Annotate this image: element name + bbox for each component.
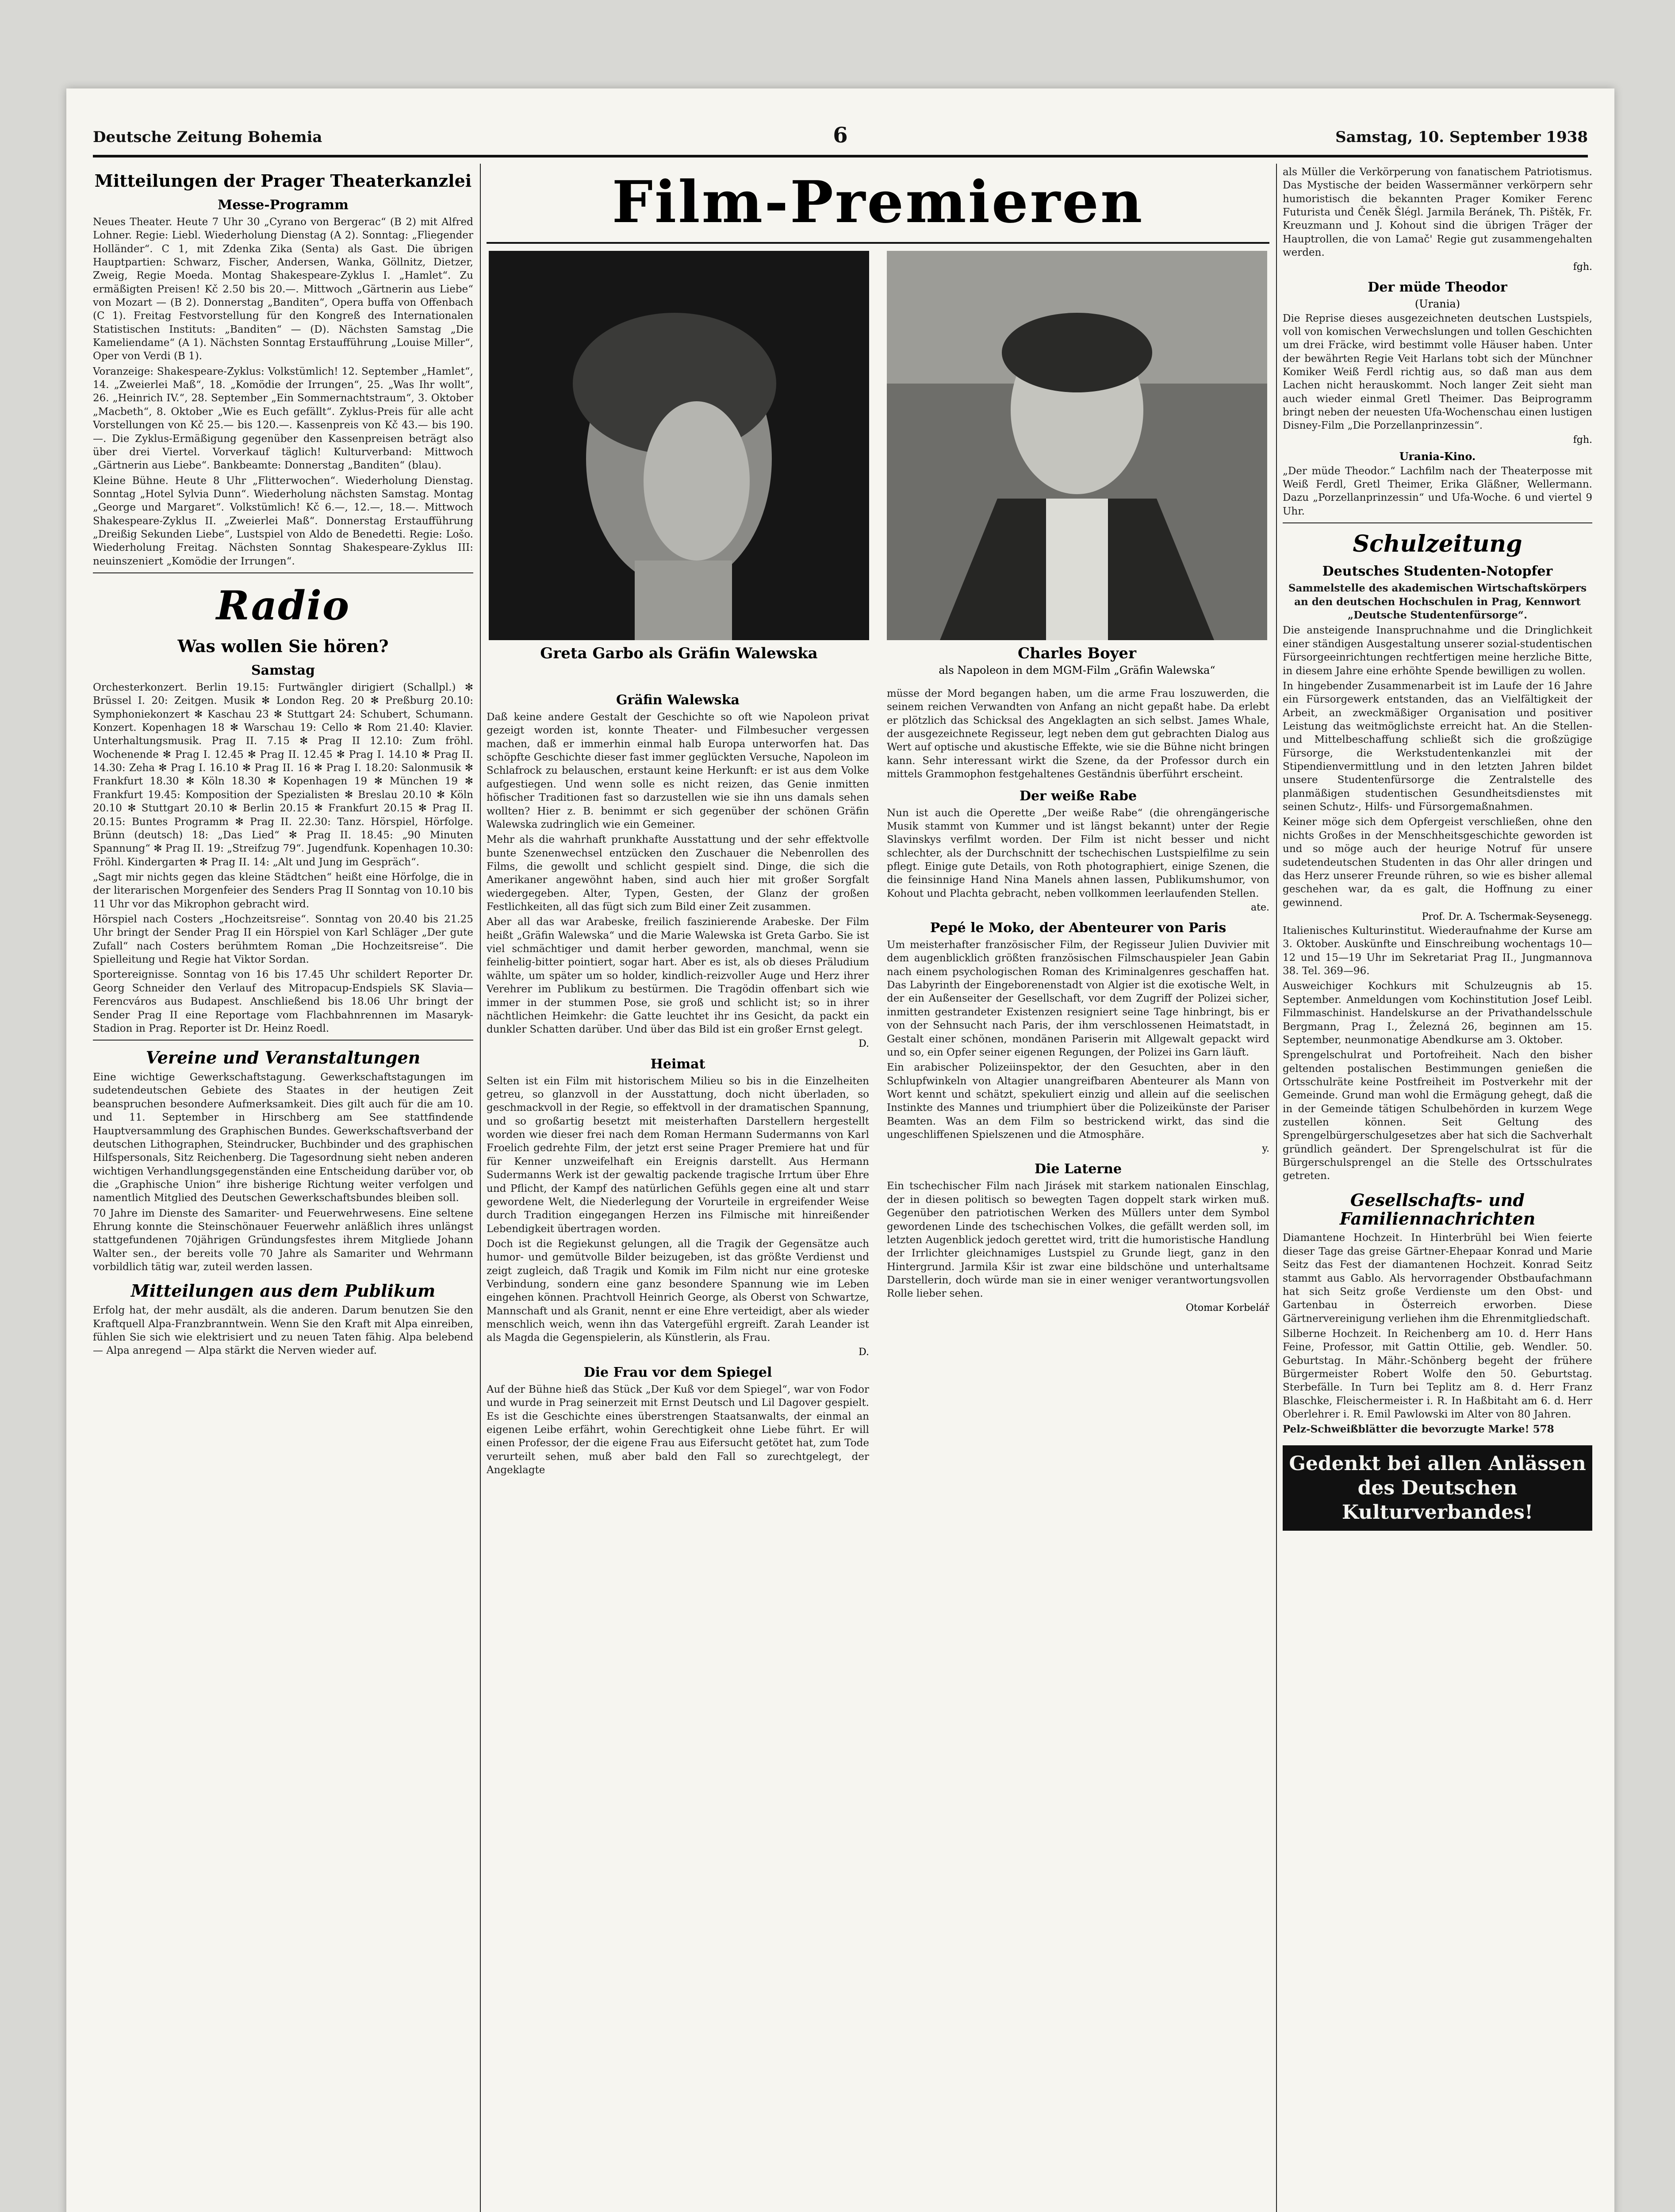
moko-text: Um meisterhafter französischer Film, der Regisseur Julien Duvivier mit dem augenblicklich größten französischen Filmschauspieler Jean Gabin nach einem psychologischen Roman des Kriminalgenres geschaffen hat. Das Labyrinth der Eingeborenenstadt von Algier ist die exotische Welt, in der ein Außenseiter der Gesellschaft, vor dem Zugriff der Polizei sicher, inmitten gestrandeter Existenzen resigniert seine Tage hinbringt, bis er von der Sehnsucht nach Paris, der ihm verschlossenen Heimatstadt, in Gestalt einer schönen, mondänen Pariserin mit Allgewalt gepackt wird und so, ein Opfer seiner eigenen Regungen, der Polizei ins Garn läuft. <box>887 939 1269 1058</box>
radio-day: Samstag <box>251 662 315 678</box>
vereine-heading: Vereine und Veranstaltungen <box>146 1048 421 1068</box>
photo-boyer <box>887 251 1267 676</box>
review-column-b <box>887 685 1269 1479</box>
heimat-text: Doch ist die Regiekunst gelungen, all die Tragik der Gegensätze auch humor- und gemütvolle Bilder beizugeben, ist das größte Verdienst und zeigt zugleich, daß Tragik und Komik im Film nicht nur eine groteske Verbindung, sondern eine ganz besondere Spannung wie im Leben eingehen können. Prachtvoll Heinrich George, als Oberst von Schwartze, Mannschaft und als Granit, nennt er eine Ehre verteidigt, aber als wieder menschlich weich, wenn ihn das Vatergefühl ergreift. Zarah Leander ist als Magda die Gegenspielerin, als Künstlerin, als Frau. <box>487 1238 869 1344</box>
moko-signature: y. <box>1262 1143 1269 1155</box>
radio-text: Orchesterkonzert. Berlin 19.15: Furtwängler dirigiert (Schallpl.) ✻ Brüssel I. 20: Zeitgen. Musik ✻ London Reg. 20 ✻ Preßburg 20.10: Symphoniekonzert ✻ Kaschau 23 ✻ Stuttgart 24: Schubert, Schumann. Konzert. Kopenhagen 18 ✻ Warschau 19: Cello ✻ Rom 21.40: Klavier. Unterhaltungsmusik. Prag II. 7.15 ✻ Prag II 12.10: Zum fröhl. Wochenende ✻ Prag I. 12.45 ✻ Prag II. 12.45 ✻ Prag I. 14.10 ✻ Prag II. 14.30: Zeha ✻ Prag I. 16.10 ✻ Prag II. 16 ✻ Prag I. 18.20: Salonmusik ✻ Frankfurt 18.30 ✻ Köln 18.30 ✻ Kopenhagen 19 ✻ München 19 ✻ Frankfurt 19.45: Komposition der Spezialisten ✻ Breslau 20.10 ✻ Köln 20.10 ✻ Stuttgart 20.10 ✻ Berlin 20.15 ✻ Frankfurt 20.15 ✻ Prag II. 20.15: Buntes Programm ✻ Prag II. 22.30: Tanz. Hörspiel, Hörfolge. Brünn (deutsch) 18: „Das Lied“ ✻ Prag II. 18.45: „90 Minuten Spannung“ ✻ Prag II. 19: „Streifzug 79“. Jugendfunk. Kopenhagen 10.30: Fröhl. Kindergarten ✻ Prag II. 14: „Alt und Jung im Gespräch“. <box>93 681 473 868</box>
weisse-rabe-signature: ate. <box>1251 902 1269 914</box>
radio-question: Was wollen Sie hören? <box>177 636 389 657</box>
theodor-text: Die Reprise dieses ausgezeichneten deutschen Lustspiels, voll von komischen Verwechslungen und tollen Geschichten um drei Fräcke, wird bestimmt volle Häuser haben. Unter der bewährten Regie Veit Harlans tobt sich der Münchner Komiker Weiß Ferdl richtig aus, so daß man aus dem Lachen nicht herauskommt. Noch langer Zeit sieht man auch wieder einmal Gretl Theimer. Das Beiprogramm bringt neben der neuesten Ufa-Wochenschau einen lustigen Disney-Film „Die Porzellanprinzessin“. <box>1283 312 1592 432</box>
walewska-text: Aber all das war Arabeske, freilich faszinierende Arabeske. Der Film heißt „Gräfin Walewska“ und die Marie Walewska ist Greta Garbo. Sie ist viel schmächtiger und damit herber geworden, manchmal, wenn sie feinhelig-bitter pointiert, sogar hart. Aber es ist, als ob dieses Präludium wählte, um später um so holder, kindlich-reizvoller Auge und Herz ihrer Verehrer im Publikum zu bestürmen. Die Tragödin offenbart sich wie immer in der stummen Pose, sie groß und schlicht ist; so in ihrer nächtlichen Heimkehr: die Gatte leuchtet ihr ins Gesicht, da packt ein dunkler Schatten darüber. Und über das Bild ist ein großer Ernst gelegt. <box>487 916 869 1036</box>
theater-text: Neues Theater. Heute 7 Uhr 30 „Cyrano von Bergerac“ (B 2) mit Alfred Lohner. Regie: Liebl. Wiederholung Dienstag (A 2). Sonntag: „Fliegender Holländer“. C 1, mit Zdenka Zika (Senta) als Gast. Die übrigen Hauptpartien: Schwarz, Fischer, Andersen, Wanka, Göllnitz, Dietzer, Zweig, Regie Moeda. Montag Shakespeare-Zyklus I. „Hamlet“. Zu ermäßigten Preisen! Kč 2.50 bis 20.—. Mittwoch „Gärtnerin aus Liebe“ von Mozart — (B 2). Donnerstag „Banditen“, Opera buffa von Offenbach (C 1). Freitag Festvorstellung für den Kongreß des Internationalen Statistischen Instituts: „Banditen“ — (D). Nächsten Samstag „Die Kameliendame“ (A 1). Nächsten Sonntag Erstaufführung „Louise Miller“, Oper von Verdi (B 1). <box>93 216 473 362</box>
walewska-signature: D. <box>859 1038 869 1049</box>
theater-subheading: Messe-Programm <box>218 197 349 213</box>
laterne-heading: Die Laterne <box>1034 1161 1122 1177</box>
theater-text: Kleine Bühne. Heute 8 Uhr „Flitterwochen“. Wiederholung Dienstag. Sonntag „Hotel Sylvia Dunn“. Wiederholung nächsten Samstag. Montag „George und Margaret“. Volkstümlich! Kč 6.—, 12.—, 18.—. Mittwoch Shakespeare-Zyklus II. „Zweierlei Maß“. Donnerstag Erstaufführung „Dreißig Sekunden Liebe“, Lustspiel von Aldo de Benedetti. Regie: Lošo. Wiederholung Freitag. Nächsten Sonntag Shakespeare-Zyklus III: neuinszeniert „Komödie der Irrungen“. <box>93 475 473 567</box>
gesellschaft-text: Diamantene Hochzeit. In Hinterbrühl bei Wien feierte dieser Tage das greise Gärtner-Ehepaar Konrad und Marie Seitz das Fest der diamantenen Hochzeit. Konrad Seitz stammt aus Gablo. Als hervorragender Obstbaufachmann hat sich Seitz große Verdienste um den Obst- und Gartenbau in Österreich erworben. Diese Gärtnervereinigung verliehen ihm die Ehrenmitgliedschaft. <box>1283 1232 1592 1325</box>
film-section <box>487 164 1269 2212</box>
vereine-text: 70 Jahre im Dienste des Samariter- und Feuerwehrwesens. Eine seltene Ehrung konnte die Steinschönauer Feuerwehr anläßlich ihres unlängst stattgefundenen 70jährigen Gründungsfestes ihrem Mitgliede Johann Walter sen., der bereits volle 70 Jahre als Samariter und Wehrmann vorbildlich tätig war, zuteil werden lassen. <box>93 1207 473 1273</box>
divider <box>93 572 473 573</box>
heimat-heading: Heimat <box>650 1056 705 1072</box>
column-divider <box>1276 164 1277 2212</box>
photo-garbo <box>489 251 869 676</box>
weisse-rabe-heading: Der weiße Rabe <box>1019 788 1137 804</box>
heimat-signature: D. <box>859 1346 869 1358</box>
walewska-text: Mehr als die wahrhaft prunkhafte Ausstattung und der sehr effektvolle bunte Szenenwechsel entzücken den Zuschauer die Nebenrollen des Films, die gewollt und schlicht gespielt sind. Dinge, die sich die Amerikaner angewöhnt haben, sind auch hier mit großer Sorgfalt wiedergegeben. Alter, Typen, Gesten, der Glanz der großen Festlichkeiten, all das fügt sich zum Bild einer Zeit zusammen. <box>487 834 869 913</box>
notopfer-text: Keiner möge sich dem Opfergeist verschließen, ohne den nichts Großes in der Menschheitsgeschichte geworden ist und so möge auch der heurige Notruf für unsere sudetendeutschen Studenten in das Ohr aller dringen und das Herz unserer Freunde rühren, so wie es bisher allemal geschehen war, da es galt, die Hoffnung zu einer gewinnend. <box>1283 816 1592 909</box>
schulzeitung-heading: Schulzeitung <box>1353 530 1522 558</box>
heimat-text: Selten ist ein Film mit historischem Milieu so bis in die Einzelheiten getreu, so glanzvoll in der Ausstattung, doch nicht überladen, so geschmackvoll in der Regie, so effektvoll in der dramatischen Spannung, und so großartig besetzt mit meisterhaften Darstellern hergestellt worden wie dieser frei nach dem Roman Hermann Sudermanns von Karl Froelich gedrehte Film, der jetzt erst seine Prager Premiere hat und für für Kenner unzweifelhaft ein Ereignis darstellt. Aus Hermann Sudermanns Werk ist der gewaltig packende tragische Irrtum über Ehre und Pflicht, der Kampf des natürlichen Gefühls gegen eine alt und starr gewordene Welt, die Niederlegung der Vorurteile in ergreifender Weise durch Tradition eingegangen Herzen ins Filmische mit hinreißender Lebendigkeit übertragen worden. <box>487 1075 869 1235</box>
radio-text: Hörspiel nach Costers „Hochzeitsreise“. Sonntag von 20.40 bis 21.25 Uhr bringt der Sender Prag II ein Hörspiel von Karl Schläger „Der gute Zufall“ nach Costers berühmtem Roman „Die Hochzeitsreise“. Die Spielleitung und Regie hat Viktor Sordan. <box>93 914 473 966</box>
issue-date: Samstag, 10. September 1938 <box>1335 128 1588 146</box>
walewska-text: Daß keine andere Gestalt der Geschichte so oft wie Napoleon privat gezeigt worden ist, konnte Theater- und Filmbesucher vergessen machen, daß er immerhin einmal halb Europa unterworfen hat. Das schöpfte Geschichte dieser fast immer geglückten Versuche, Napoleon im Schlafrock zu belauschen, erstaunt keine Herkunft: er ist aus dem Volke aufgestiegen. Und wenn solle es nicht reizen, das Genie inmitten höfischer Traditionen fast so darzustellen wie sie ihn uns damals sehen wollten? Hier z. B. benimmt er sich gegenüber der schönen Gräfin Walewska zudringlich wie ein Gemeiner. <box>487 711 869 830</box>
review-column-a <box>487 685 869 1479</box>
divider <box>93 1040 473 1041</box>
left-column <box>93 164 473 2212</box>
notopfer-signature: Prof. Dr. A. Tschermak-Seysenegg. <box>1422 911 1592 922</box>
radio-text: „Sagt mir nichts gegen das kleine Städtchen“ heißt eine Hörfolge, die in der literarischen Morgenfeier des Senders Prag II Sonntag von 10.10 bis 11 Uhr vor das Mikrophon gebracht wird. <box>93 871 473 910</box>
walewska-heading: Gräfin Walewska <box>616 692 740 708</box>
spiegel-continued: müsse der Mord begangen haben, um die arme Frau loszuwerden, die seinem reichen Verwandten von Anfang an nicht gepaßt habe. Da erlebt er plötzlich das Schicksal des Angeklagten an sich selbst. James Whale, der ausgezeichnete Regisseur, legt neben dem gut gebrachten Dialog aus Wert auf optische und akustische Effekte, wie sie die Bühne nicht bringen kann. Sehr interessant wirkt die Szene, da der Professor durch ein mittels Grammophon festgehaltenes Geständnis überführt erscheint. <box>887 688 1269 780</box>
laterne-continued: als Müller die Verkörperung von fanatischem Patriotismus. Das Mystische der beiden Wassermänner verkörpern sehr humoristisch die bekannten Prager Komiker Ferenc Futurista und Čeněk Šlégl. Jarmila Beránek, Th. Pištěk, Fr. Kreuzmann und J. Kohout sind die übrigen Träger der Hauptrollen, die von Lamač' Regie gut zusammengehalten werden. <box>1283 166 1592 259</box>
notopfer-text: In hingebender Zusammenarbeit ist im Laufe der 16 Jahre ein Fürsorgewerk entstanden, das an Vielfältigkeit der Arbeit, an zweckmäßiger Organisation und positiver Leistung das weitmöglichste erreicht hat. An die Stellen- und Mittelbeschaffung schließt sich die großzügige Fürsorge, die Werkstudentenkanzlei mit der Stipendienvermittlung und in den letzten Jahren bildet unsere Studentenfürsorge die Zentralstelle des planmäßigen studentischen Gesundheitsdienstes mit seinen Schutz-, Hilfs- und Fürsorgemaßnahmen. <box>1283 680 1592 813</box>
garbo-caption: Greta Garbo als Gräfin Walewska <box>540 645 818 662</box>
urania-heading: Urania-Kino. <box>1399 449 1476 463</box>
laterne-signature: Otomar Korbelář <box>1186 1302 1269 1313</box>
vereine-text: Eine wichtige Gewerkschaftstagung. Gewerkschaftstagungen im sudetendeutschen Gebiete des Staates in der heutigen Zeit beanspruchen besondere Aufmerksamkeit. Dies gilt auch für die am 10. und 11. September in Hirschberg am See stattfindende Hauptversammlung des Graphischen Bundes. Gewerkschaftsverband der deutschen Lithographen, Steindrucker, Buchbinder und des graphischen Hilfspersonals, Sitz Reichenberg. Die Tagesordnung sieht neben anderen wichtigen Verhandlungsgegenständen eine Entscheidung darüber vor, ob die „Graphische Union“ ihre bisherige Richtung weiter verfolgen und namentlich Mitglied des Deutschen Gewerkschaftsbundes bleiben soll. <box>93 1071 473 1204</box>
newspaper-page <box>66 88 1614 2212</box>
publikum-text: Erfolg hat, der mehr ausdält, als die anderen. Darum benutzen Sie den Kraftquell Alpa-Franzbranntwein. Wenn Sie den Kraft mit Alpa einreiben, fühlen Sie sich wie elektrisiert und zu neuen Taten fähig. Alpa belebend — Alpa anregend — Alpa stärkt die Nerven wieder auf. <box>93 1305 473 1357</box>
laterne-signature-2: fgh. <box>1573 261 1592 273</box>
laterne-text: Ein tschechischer Film nach Jirásek mit starkem nationalen Einschlag, der in diesen politisch so bewegten Tagen doppelt stark wirken muß. Gegenüber den patriotischen Werken des Müllers unter dem Symbol gewordenen Linde des tschechischen Volkes, die gefällt werden soll, im letzten Augenblick jedoch gerettet wird, tritt die humoristische Handlung der Irrlichter gleichnamiges Lustspiel zu Grunde liegt, ganz in den Hintergrund. Jarmila Kšir ist zwar eine bildschöne und unterhaltsame Darstellerin, doch würde man sie in einer weniger verantwortungsvollen Rolle lieber sehen. <box>887 1180 1269 1300</box>
film-reviews <box>487 685 1269 1479</box>
film-premieren-title: Film-Premieren <box>487 168 1269 244</box>
boyer-subcaption: als Napoleon in dem MGM-Film „Gräfin Walewska“ <box>939 664 1215 676</box>
notopfer-text: Die ansteigende Inanspruchnahme und die Dringlichkeit einer ständigen Ausgestaltung unserer sozial-studentischen Fürsorgeeinrichtungen rechtfertigen meine herzliche Bitte, in diesem Jahre eine erhöhte Spende bewilligen zu wollen. <box>1283 625 1592 677</box>
right-column <box>1283 164 1592 2212</box>
page-number: 6 <box>833 123 848 148</box>
gesellschaft-text: Silberne Hochzeit. In Reichenberg am 10. d. Herr Hans Feine, Professor, mit Gattin Ottilie, geb. Wendler. 50. Geburtstag. In Mähr.-Schönberg begeht der frühere Bürgermeister Robert Wolfe den 50. Geburtstag. Sterbefälle. In Turn bei Teplitz am 8. d. Herr Franz Blaschke, Fleischermeister i. R. In Haßbitaht am 6. d. Herr Oberlehrer i. R. Emil Pawlowski im Alter von 80 Jahren. <box>1283 1328 1592 1421</box>
page-header <box>93 119 1588 157</box>
paper-name: Deutsche Zeitung Bohemia <box>93 128 322 146</box>
notopfer-subheading: Sammelstelle des akademischen Wirtschaftskörpers an den deutschen Hochschulen in Prag, Kennwort „Deutsche Studentenfürsorge“. <box>1288 582 1587 622</box>
moko-heading: Pepé le Moko, der Abenteurer von Paris <box>930 920 1227 936</box>
notopfer-heading: Deutsches Studenten-Notopfer <box>1322 564 1553 580</box>
garbo-portrait <box>489 251 869 640</box>
urania-text: „Der müde Theodor.“ Lachfilm nach der Theaterposse mit Weiß Ferdl, Gretl Theimer, Erika Gläßner, Wellermann. Dazu „Porzellanprinzessin“ und Ufa-Woche. 6 und viertel 9 Uhr. <box>1283 465 1592 517</box>
kurs-text: Sprengelschulrat und Portofreiheit. Nach den bisher geltenden postalischen Bestimmungen genießen die Ortsschulräte keine Postfreiheit im Postverkehr mit der Gemeinde. Grund man wohl die Ermägung gehegt, daß die in der Gemeinde tätigen Schulbehörden in kurzem Wege zustellen können. Seit Geltung des Sprengelbürgerschulgesetzes aber hat sich die Sachverhalt gründlich geändert. Der Sprengelschulrat ist für die Bürgerschulsprengel an die Stelle des Ortsschulrates getreten. <box>1283 1049 1592 1182</box>
theodor-signature: fgh. <box>1573 434 1592 445</box>
boyer-caption: Charles Boyer <box>1018 645 1136 662</box>
gesellschaft-heading: Gesellschafts- und Familiennachrichten <box>1339 1190 1536 1229</box>
moko-text: Ein arabischer Polizeiinspektor, der den Gesuchten, aber in den Schlupfwinkeln von Altagier unangreifbaren Abenteurer als Mann von Wort kennt und schätzt, spekuliert einzig und allein auf die seelischen Instinkte des Mannes und triumphiert über die Polizeikünste der Pariser Beamten. Was an dem Film so bestrickend wirkt, das sind die ungeschliffenen Spielszenen und die Atmosphäre. <box>887 1062 1269 1141</box>
pelz-ad: Pelz-Schweißblätter die bevorzugte Marke! 578 <box>1283 1423 1554 1436</box>
theater-text: Voranzeige: Shakespeare-Zyklus: Volkstümlich! 12. September „Hamlet“, 14. „Zweierlei Maß“, 18. „Komödie der Irrungen“, 25. „Was Ihr wollt“, 26. „Heinrich IV.“, 28. September „Ein Sommernachtstraum“, 3. Oktober „Macbeth“, 8. Oktober „Wie es Euch gefällt“. Zyklus-Preis für alle acht Vorstellungen von Kč 25.— bis 120.—. Kassenpreis von Kč 43.— bis 190.—. Die Zyklus-Ermäßigung gegenüber den Kassenpreisen beträgt also über drei Viertel. Vorverkauf täglich! Kulturverband: Mittwoch „Gärtnerin aus Liebe“. Bankbeamte: Donnerstag „Banditen“ (blau). <box>93 365 473 472</box>
radio-text: Sportereignisse. Sonntag von 16 bis 17.45 Uhr schildert Reporter Dr. Georg Schneider den Verlauf des Mitropacup-Endspiels SK Slavia—Ferencváros aus Budapest. Anschließend bis 18.06 Uhr bringt der Sender Prag II eine Reportage vom Flachbahnrennen im Masaryk-Stadion in Prag. Reporter ist Dr. Heinz Roedl. <box>93 969 473 1034</box>
weisse-rabe-text: Nun ist auch die Operette „Der weiße Rabe“ (die ohrengängerische Musik stammt von Kummer und ist längst bekannt) unter der Regie Slavinskys verfilmt worden. Der Film ist nicht besser und nicht schlechter, als der Durchschnitt der tschechischen Lustspielfilme zu sein pflegt. Einige gute Details, von Roth photographiert, einige Szenen, die die feinsinnige Hand Nina Manels ahnen lassen, Publikumshumor, von Kohout und Plachta gebracht, neben vollkommen leerlaufenden Stellen. <box>887 807 1269 899</box>
kurs-text: Italienisches Kulturinstitut. Wiederaufnahme der Kurse am 3. Oktober. Auskünfte und Einschreibung wochentags 10—12 und 15—19 Uhr im Sekretariat Prag II., Jungmannova 38. Tel. 369—96. <box>1283 925 1592 977</box>
boyer-portrait <box>887 251 1267 640</box>
radio-heading: Radio <box>216 582 350 630</box>
publikum-heading: Mitteilungen aus dem Publikum <box>130 1281 436 1301</box>
theodor-venue: (Urania) <box>1414 297 1460 310</box>
theater-heading: Mitteilungen der Prager Theaterkanzlei <box>94 171 472 191</box>
divider <box>1283 522 1592 523</box>
kurs-text: Ausweichiger Kochkurs mit Schulzeugnis ab 15. September. Anmeldungen vom Kochinstitution Josef Leibl. Filmmaschinist. Handelskurse an der Privathandelsschule Bergmann, Prag I., Železná 26, beginnen am 15. September, neunmonatige Abendkurse am 3. Oktober. <box>1283 980 1592 1046</box>
spiegel-text: Auf der Bühne hieß das Stück „Der Kuß vor dem Spiegel“, war von Fodor und wurde in Prag seinerzeit mit Ernst Deutsch und Lil Dagover gespielt. Es ist die Geschichte eines überstrengen Staatsanwalts, der einmal an eigenen Leibe erfährt, wohin Gerechtigkeit ohne Liebe führt. Er will einen Professor, der die eigene Frau aus Eifersucht getötet hat, zum Tode verurteilt sehen, muß aber bald den Fall so zurechtgelegt, der Angeklagte <box>487 1383 869 1476</box>
theodor-heading: Der müde Theodor <box>1368 279 1507 295</box>
column-divider <box>480 164 481 2212</box>
photo-row <box>487 251 1269 676</box>
spiegel-heading: Die Frau vor dem Spiegel <box>583 1364 772 1380</box>
kulturverband-banner: Gedenkt bei allen Anlässen des Deutschen Kulturverbandes! <box>1283 1445 1592 1531</box>
